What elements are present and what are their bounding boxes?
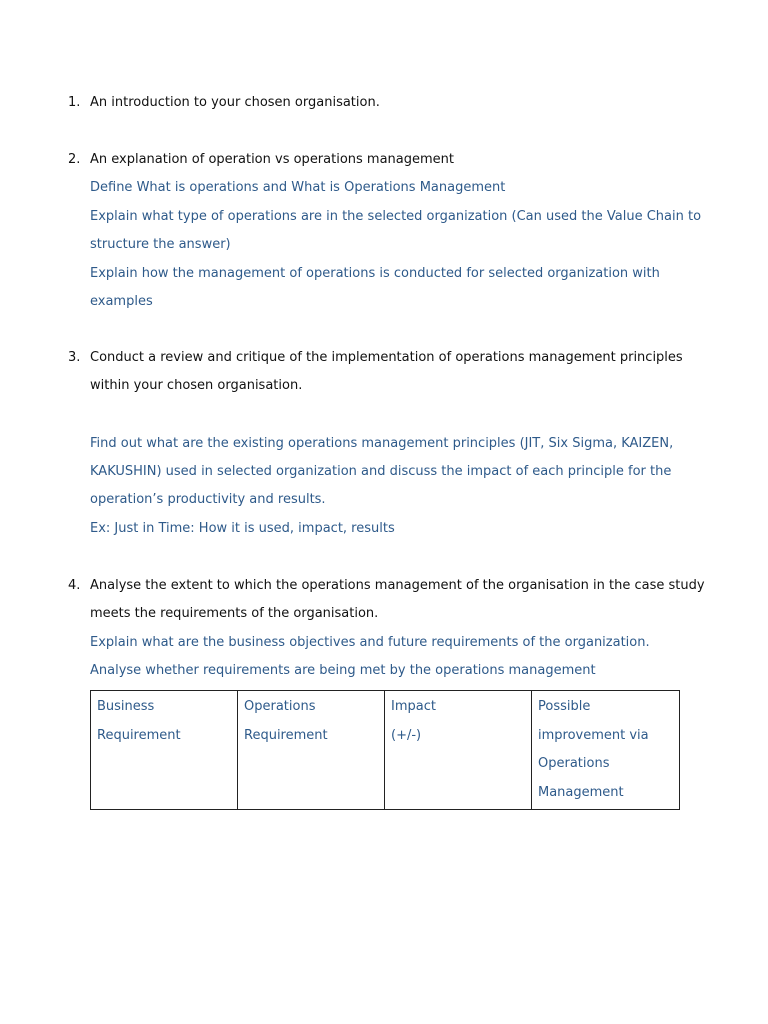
- cell-text: (+/-): [391, 727, 422, 743]
- cell-text: Business: [97, 699, 155, 714]
- table-cell-possible-improvement: [532, 691, 680, 810]
- cell-text: improvement via: [538, 727, 649, 743]
- table-cell-business-requirement: [91, 691, 238, 810]
- list-number: 3.: [68, 350, 81, 365]
- cell-text: Requirement: [97, 727, 181, 743]
- cell-text: Operations: [244, 699, 316, 714]
- item-note: Explain what type of operations are in the selected organization (Can used the Value Chain to: [90, 209, 702, 224]
- item-heading: Analyse the extent to which the operations management of the organisation in the case study: [90, 578, 705, 593]
- item-note: Define What is operations and What is Operations Management: [90, 180, 506, 195]
- item-note: structure the answer): [90, 237, 231, 252]
- item-note: Ex: Just in Time: How it is used, impact, results: [90, 521, 395, 536]
- cell-text: Management: [538, 784, 624, 800]
- item-note: operation’s productivity and results.: [90, 492, 326, 507]
- list-number: 2.: [68, 152, 81, 167]
- cell-text: Operations: [538, 756, 610, 771]
- item-note: Explain how the management of operations is conducted for selected organization with: [90, 266, 660, 281]
- cell-text: Requirement: [244, 727, 328, 743]
- item-heading: Conduct a review and critique of the implementation of operations management principles: [90, 350, 683, 365]
- item-note: Find out what are the existing operations management principles (JIT, Six Sigma, KAIZEN,: [90, 436, 674, 451]
- item-note: Explain what are the business objectives and future requirements of the organization.: [90, 635, 650, 650]
- requirements-table: [90, 690, 680, 810]
- item-heading: meets the requirements of the organisation.: [90, 606, 379, 621]
- item-heading: An explanation of operation vs operations management: [90, 152, 455, 167]
- table-row: [91, 691, 680, 810]
- item-note: examples: [90, 294, 153, 309]
- item-note: KAKUSHIN) used in selected organization and discuss the impact of each principle for the: [90, 464, 672, 479]
- item-note: Analyse whether requirements are being met by the operations management: [90, 663, 596, 678]
- cell-text: Possible: [538, 699, 591, 714]
- cell-text: Impact: [391, 699, 436, 714]
- table-cell-operations-requirement: [238, 691, 385, 810]
- item-heading: An introduction to your chosen organisation.: [90, 95, 380, 110]
- item-heading: within your chosen organisation.: [90, 378, 303, 393]
- table-cell-impact: [385, 691, 532, 810]
- list-number: 4.: [68, 578, 81, 593]
- list-number: 1.: [68, 95, 81, 110]
